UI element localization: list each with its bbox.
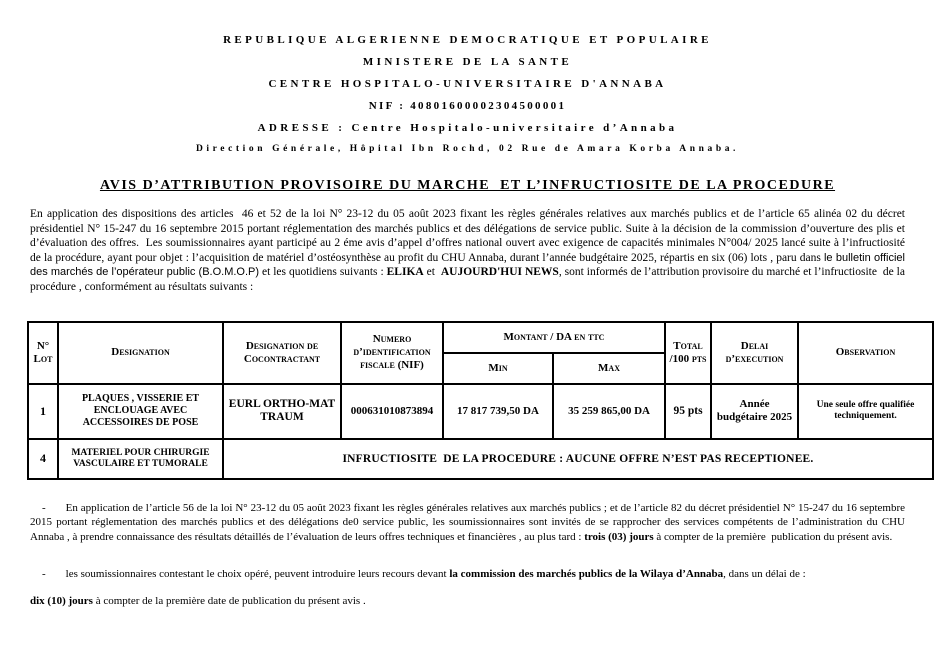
intro-paragraph xyxy=(30,207,909,295)
document-title: AVIS D’ATTRIBUTION PROVISOIRE DU MARCHE ET L’INFRUCTIOSITE DE LA PROCEDURE xyxy=(99,178,836,193)
column-header-montant: Montant / DA en ttc xyxy=(443,322,665,353)
column-header-delai: Delai d’execution xyxy=(711,322,798,384)
designation-cell: PLAQUES , VISSERIE ET ENCLOUAGE AVEC ACCESSOIRES DE POSE xyxy=(58,384,223,439)
closing-paragraph-2 xyxy=(30,567,905,582)
infructuous-procedure-cell: INFRUCTIOSITE DE LA PROCEDURE : AUCUNE OFFRE N’EST PAS RECEPTIONEE. xyxy=(223,439,933,479)
deadline-three-days: trois (03) jours xyxy=(584,530,654,543)
total-header-line2: /100 pts xyxy=(669,352,707,365)
lot-header-line1: N° xyxy=(36,339,50,352)
list-dash: - xyxy=(42,568,46,581)
header-direction-line: Direction Générale, Hôpital Ibn Rochd, 02 Rue de Amara Korba Annaba. xyxy=(195,144,740,154)
closing2-text-1: les soumissionnaires contestant le choix opéré, peuvent introduire leurs recours devant xyxy=(65,568,450,581)
header-address-line: ADRESSE : Centre Hospitalo-universitaire d’Annaba xyxy=(257,122,678,134)
observation-cell: Une seule offre qualifiée techniquement. xyxy=(798,384,933,439)
table-row-lot1 xyxy=(28,384,933,439)
amount-min-cell: 17 817 739,50 DA xyxy=(443,384,553,439)
column-header-lot xyxy=(28,322,58,384)
header-ministry-line: MINISTERE DE LA SANTE xyxy=(362,56,573,68)
closing2-text-3: à compter de la première date de publication du présent avis . xyxy=(92,594,366,607)
cocontractant-cell: EURL ORTHO-MAT TRAUM xyxy=(223,384,341,439)
award-table xyxy=(27,321,934,480)
header-nif-line: NIF : 40801600002304500001 xyxy=(368,100,567,112)
nif-cell: 000631010873894 xyxy=(341,384,443,439)
column-header-cocontractant: Designation de Cocontractant xyxy=(223,322,341,384)
closing-paragraph-1 xyxy=(30,501,908,545)
delai-cell: Année budgétaire 2025 xyxy=(711,384,798,439)
total-header-line1: Total xyxy=(673,339,703,352)
designation-cell: MATERIEL POUR CHIRURGIE VASCULAIRE ET TUMORALE xyxy=(58,439,223,479)
bomop-phrase: le bulletin officiel des marchés de l’opérateur public (B.O.M.O.P) xyxy=(30,251,909,279)
letterhead xyxy=(30,34,905,155)
header-hospital-line: CENTRE HOSPITALO-UNIVERSITAIRE D'ANNABA xyxy=(268,78,667,90)
closing-paragraph-2-line2 xyxy=(30,594,905,609)
commission-wilaya-annaba: la commission des marchés publics de la Wilaya d’Annaba xyxy=(449,568,724,581)
amount-max-cell: 35 259 865,00 DA xyxy=(553,384,665,439)
column-header-max: Max xyxy=(553,353,665,384)
column-header-observation: Observation xyxy=(798,322,933,384)
intro-text-2: et les quotidiens suivants : xyxy=(259,266,387,279)
header-republic-line: REPUBLIQUE ALGERIENNE DEMOCRATIQUE ET POPULAIRE xyxy=(223,34,712,46)
intro-text-1: En application des dispositions des articles 46 et 52 de la loi N° 23-12 du 05 août 2023 fixant les règles générales relatives aux marchés publics et de l’article 65 alinéa 02 du décret présidentiel N° 15-247 du 16 septembre 2015 portant réglementation des marchés publics et des délégations de service public. Suite à la décision de la commission d’ouverture des plis et d’évaluation des offres. Les soumissionnaires ayant participé au 2 éme avis d’appel d’offres national ouvert avec exigence de capacités minimales N°004/ 2025 lancé suite à l’infructiosité de la procédure, ayant pour objet : l’acquisition de matériel d’ostéosynthèse au profit du CHU Annaba, durant l’année budgétaire 2025, répartis en six (06) lots , paru dans xyxy=(30,208,908,264)
deadline-ten-days: dix (10) jours xyxy=(30,594,93,607)
lot-number-cell: 4 xyxy=(28,439,58,479)
closing1-text-1: En application de l’article 56 de la loi N° 23-12 du 05 août 2023 fixant les règles générales relatives aux marchés publics ; et de l’article 82 du décret présidentiel N° 15-247 du 16 septembre 2015 portant réglementation des marchés publics et des délégations de0 service public, les soumissionnaires sont invités de se rapprocher des services compétents de l’administration du CHU Annaba , à prendre connaissance des résultats détaillés de l’évaluation de leurs offres techniques et financières , au plus tard : xyxy=(30,501,908,543)
intro-text-4: , sont informés de l’attribution provisoire du marché et l’infructiosite de la procédure , conformément au résultats suivants : xyxy=(30,266,908,293)
list-dash: - xyxy=(42,501,46,514)
column-header-min: Min xyxy=(443,353,553,384)
lot-number-cell: 1 xyxy=(28,384,58,439)
lot-header-line2: Lot xyxy=(33,352,53,365)
column-header-total xyxy=(665,322,711,384)
total-points-cell: 95 pts xyxy=(665,384,711,439)
table-row-lot4 xyxy=(28,439,933,479)
column-header-nif: Numero d’identification fiscale (NIF) xyxy=(341,322,443,384)
journal-elika: ELIKA xyxy=(386,266,424,279)
closing2-text-2: , dans un délai de : xyxy=(723,568,806,581)
closing1-text-2: à compter de la première publication du présent avis. xyxy=(653,530,893,543)
column-header-designation: Designation xyxy=(58,322,223,384)
journal-aujourdhui-news: AUJOURD'HUI NEWS xyxy=(440,266,559,279)
intro-text-3: et xyxy=(423,266,441,279)
